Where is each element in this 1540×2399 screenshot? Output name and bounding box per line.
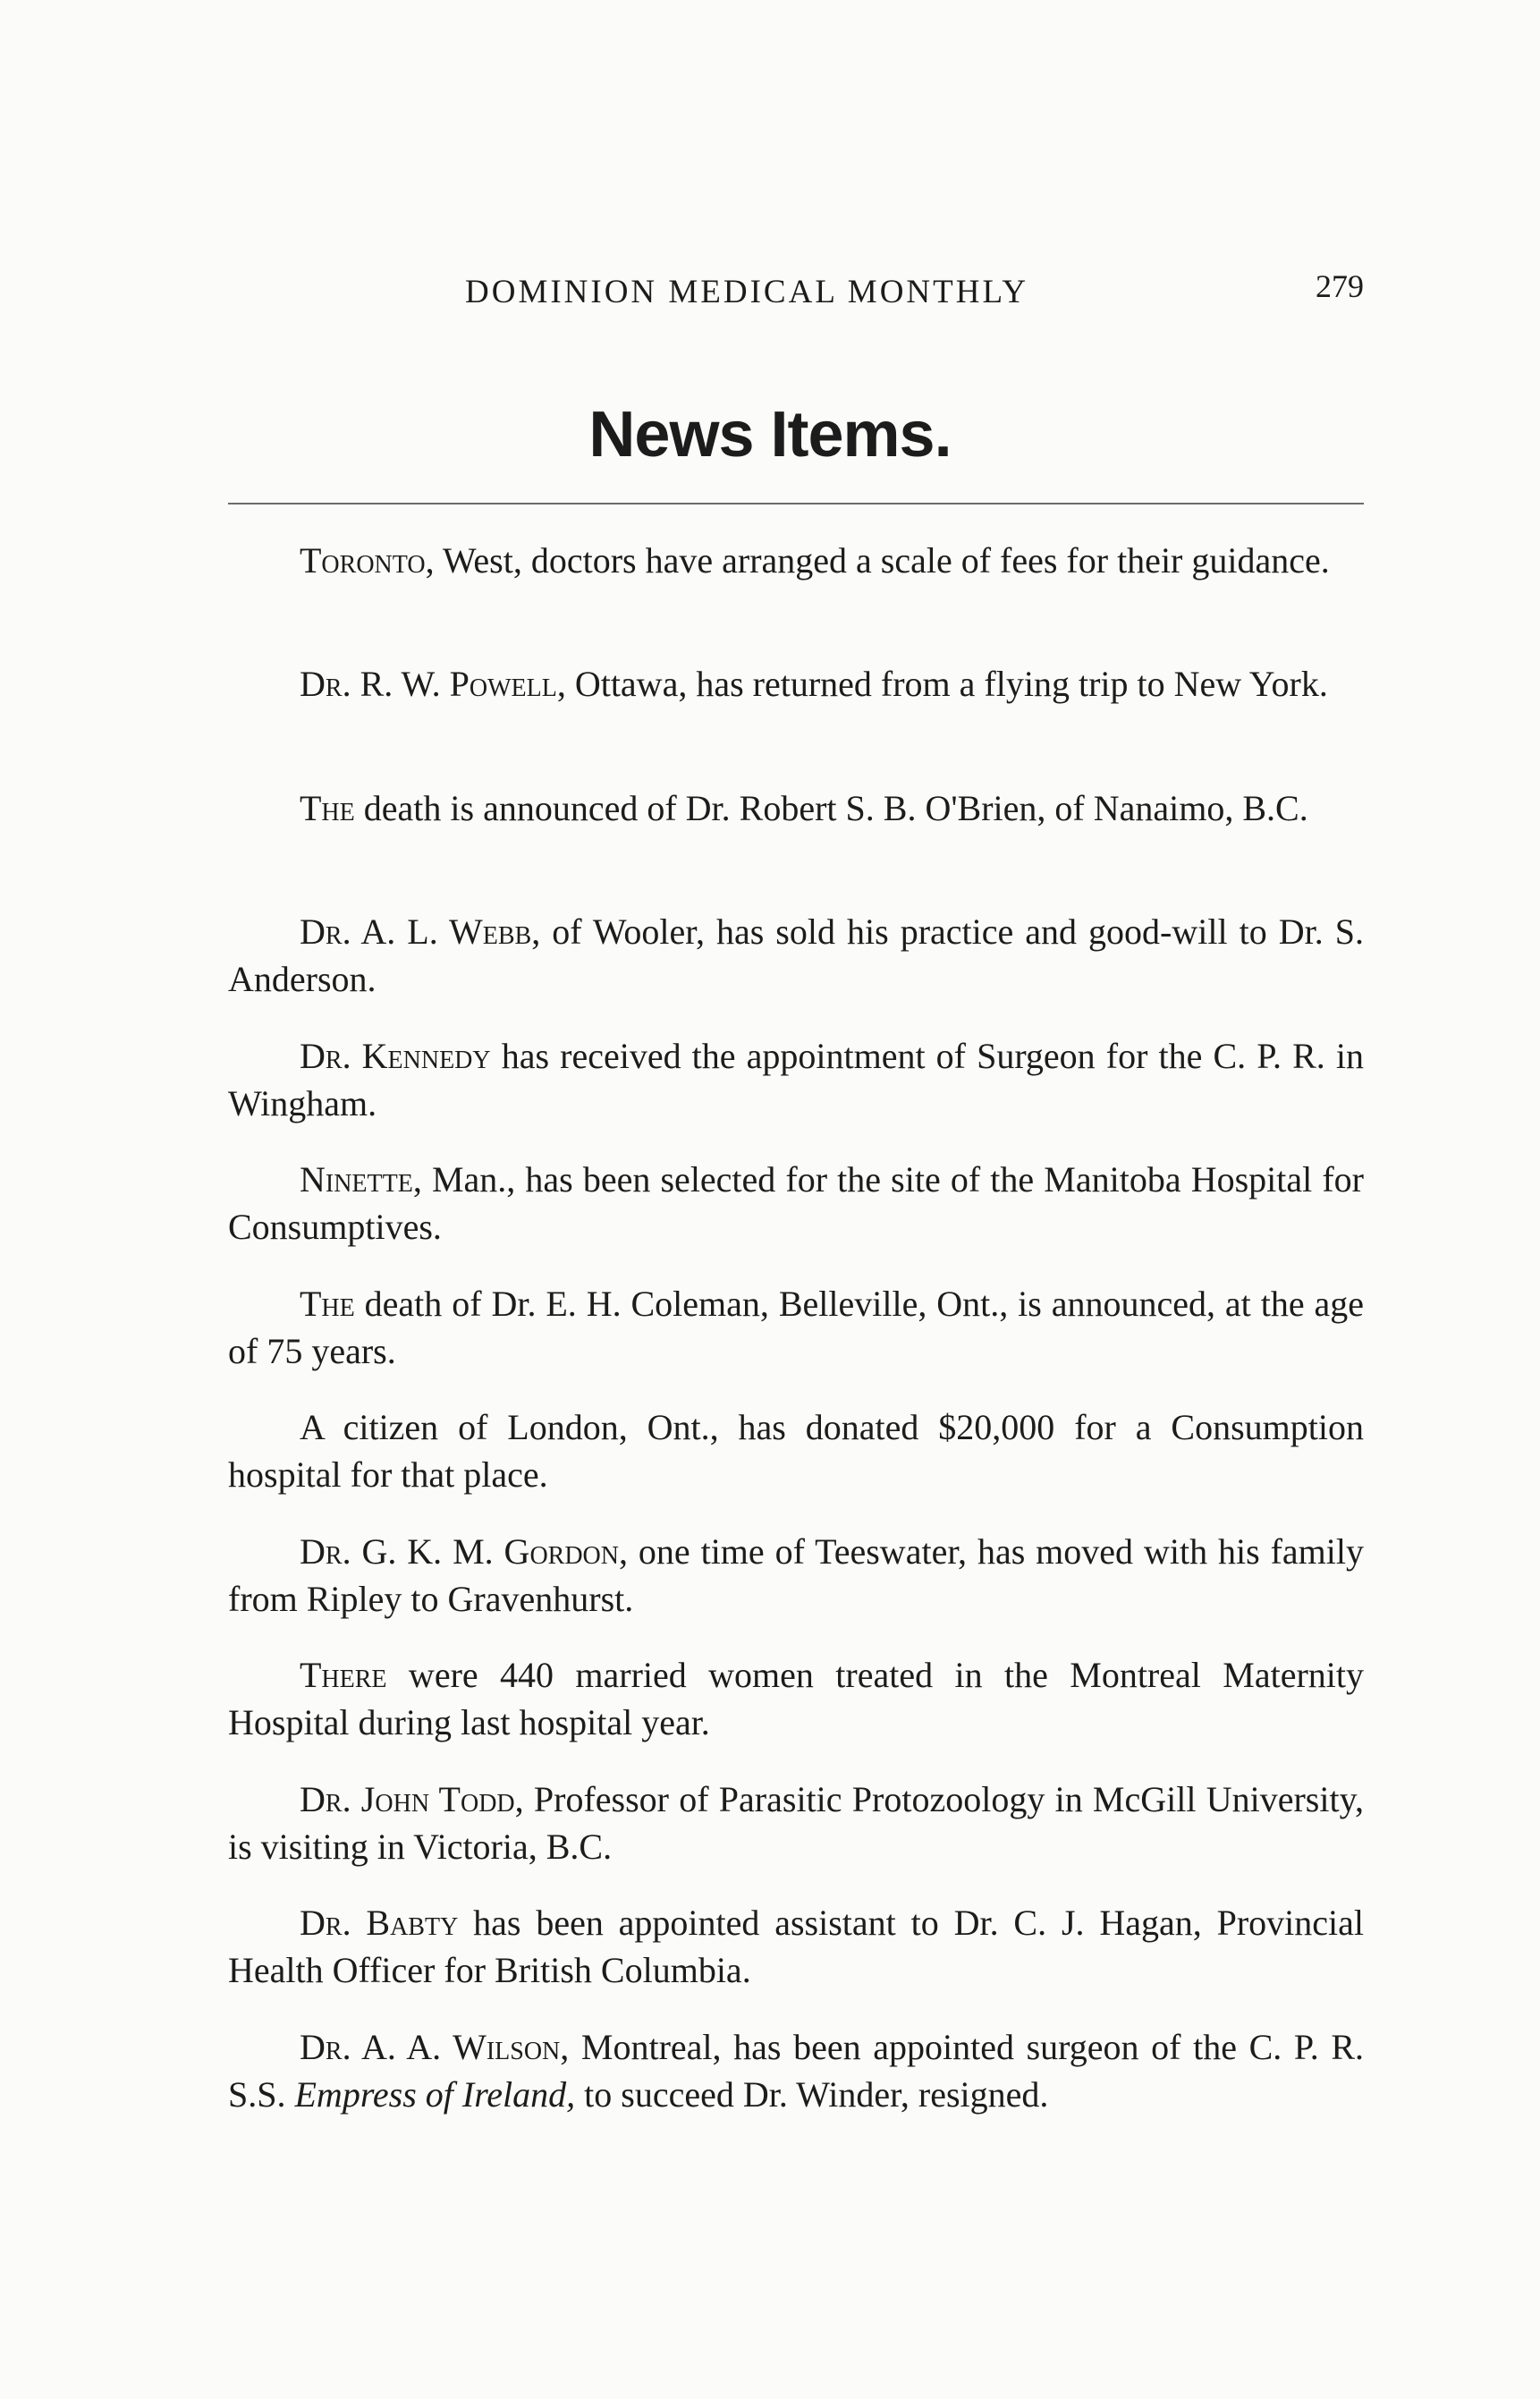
page-number: 279 xyxy=(1316,268,1364,304)
news-item: Dr. A. A. Wilson, Montreal, has been appointed surgeon of the C. P. R. S.S. Empress of Ireland, to succeed Dr. Winder, resigned. xyxy=(228,2027,1364,2115)
title-rule xyxy=(228,503,1364,504)
journal-name: DOMINION MEDICAL MONTHLY xyxy=(465,274,1029,310)
section-title: News Items. xyxy=(588,399,952,470)
news-item: The death is announced of Dr. Robert S. B. O'Brien, of Nanaimo, B.C. xyxy=(300,788,1308,828)
running-header xyxy=(228,268,1364,326)
news-item: Dr. Babty has been appointed assistant to Dr. C. J. Hagan, Provincial Health Officer for British Columbia. xyxy=(228,1903,1364,1990)
news-item: Dr. G. K. M. Gordon, one time of Teeswater, has moved with his family from Ripley to Gravenhurst. xyxy=(228,1531,1364,1619)
news-item: Dr. R. W. Powell, Ottawa, has returned from a flying trip to New York. xyxy=(300,664,1328,704)
news-item: Ninette, Man., has been selected for the site of the Manitoba Hospital for Consumptives. xyxy=(228,1159,1364,1247)
news-item: Dr. Kennedy has received the appointment of Surgeon for the C. P. R. in Wingham. xyxy=(228,1036,1365,1123)
ship-name: Empress of Ireland, xyxy=(294,2074,576,2115)
news-item: Dr. A. L. Webb, of Wooler, has sold his practice and good-will to Dr. S. Anderson. xyxy=(228,911,1364,999)
news-item: A citizen of London, Ont., has donated $20,000 for a Consumption hospital for that place. xyxy=(228,1407,1364,1495)
news-item: The death of Dr. E. H. Coleman, Belleville, Ont., is announced, at the age of 75 years. xyxy=(228,1284,1364,1371)
news-item: Toronto, West, doctors have arranged a scale of fees for their guidance. xyxy=(300,540,1330,581)
news-item: Dr. John Todd, Professor of Parasitic Protozoology in McGill University, is visiting in Victoria, B.C. xyxy=(228,1779,1364,1867)
news-item: There were 440 married women treated in the Montreal Maternity Hospital during last hospital year. xyxy=(228,1655,1364,1742)
